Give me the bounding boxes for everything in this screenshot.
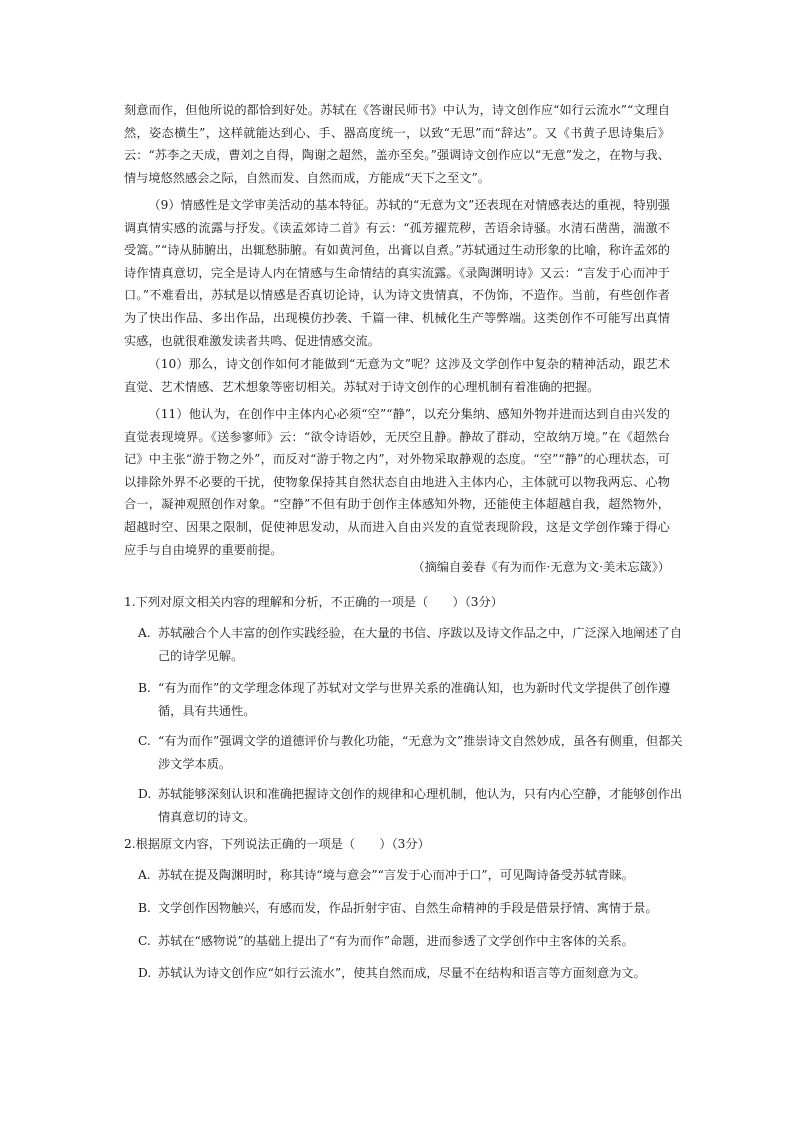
question-1-option-a [138, 622, 684, 668]
question-1-option-c [138, 730, 684, 776]
question-1-option-d [138, 783, 684, 829]
option-text: 苏轼在“感物说”的基础上提出了“有为而作”命题，进而参透了文学创作中主客体的关系。 [158, 934, 634, 948]
option-label: B. [138, 681, 151, 695]
option-label: A. [138, 626, 151, 640]
option-text: 苏轼在提及陶渊明时，称其诗“境与意会”“言发于心而冲于口”，可见陶诗备受苏轼青睐。 [158, 868, 634, 882]
paragraph-9: （9）情感性是文学审美活动的基本特征。苏轼的“无意为文”还表现在对情感表达的重视，特别强调真情实感的流露与抒发。《读孟郊诗二首》有云：“孤芳擢荒秽，苦语余诗骚。水清石凿凿，湍激不受篙。”“诗从肺腑出，出辄愁肺腑。有如黄河鱼，出膏以自煮。”苏轼通过生动形象的比喻，称许孟郊的诗作情真意切，完全是诗人内在情感与生命情结的真实流露。《录陶渊明诗》又云：“言发于心而冲于口。”不难看出，苏轼是以情感是否真切论诗，认为诗文贵情真，不伪饰，不造作。当前，有些创作者为了快出作品、多出作品，出现模仿抄袭、千篇一律、机械化生产等弊端。这类创作不可能写出真情实感，也就很难激发读者共鸣、促进情感交流。 [124, 198, 670, 348]
paragraph-continued: 刻意而作，但他所说的都恰到好处。苏轼在《答谢民师书》中认为，诗文创作应“如行云流水”“文理自然，姿态横生”，这样就能达到心、手、器高度统一，以致“无思”而“辞达”。又《书黄子思诗集后》云：“苏李之天成，曹刘之自得，陶谢之超然，盖亦至矣。”强调诗文创作应以“无意”发之，在物与我、情与境悠然感会之际，自然而发、自然而成，方能成“天下之至文”。 [124, 103, 670, 185]
question-2-option-c [138, 930, 684, 953]
question-2-option-a [138, 864, 684, 887]
option-text: “有为而作”强调文学的道德评价与教化功能，“无意为文”推崇诗文自然妙成，虽各有侧重，但都关涉文学本质。 [158, 734, 683, 771]
paragraph-10: （10）那么，诗文创作如何才能做到“无意为文”呢？这涉及文学创作中复杂的精神活动，跟艺术直觉、艺术情感、艺术想象等密切相关。苏轼对于诗文创作的心理机制有着准确的把握。 [124, 357, 670, 394]
option-label: C. [138, 734, 151, 748]
question-2-option-b [138, 897, 684, 920]
option-text: 苏轼认为诗文创作应“如行云流水”，使其自然而成，尽量不在结构和语言等方面刻意为文。 [158, 966, 646, 980]
paragraph-11: （11）他认为，在创作中主体内心必须“空”“静”，以充分集纳、感知外物并进而达到自由兴发的直觉表现境界。《送参寥师》云：“欲令诗语妙，无厌空且静。静故了群动，空故纳万境。”在《超然台记》中主张“游于物之外”，而反对“游于物之内”，对外物采取静观的态度。“空”“静”的心理状态，可以排除外界不必要的干扰，使物象保持其自然状态自由地进入主体内心，主体就可以物我两忘、心物合一，凝神观照创作对象。“空静”不但有助于创作主体感知外物，还能使主体超越自我，超然物外，超越时空、因果之限制，促使神思发动，从而进入自由兴发的直觉表现阶段，这是文学创作臻于得心应手与自由境界的重要前提。 [124, 407, 670, 557]
option-label: D. [138, 787, 152, 801]
option-text: 苏轼能够深刻认识和准确把握诗文创作的规律和心理机制，他认为，只有内心空静，才能够创作出情真意切的诗文。 [158, 787, 683, 824]
option-label: D. [138, 966, 152, 980]
option-text: 文学创作因物触兴，有感而发，作品折射宇宙、自然生命精神的手段是借景抒情、寓情于景。 [158, 901, 658, 915]
option-text: 苏轼融合个人丰富的创作实践经验，在大量的书信、序跋以及诗文作品之中，广泛深入地阐述了自己的诗学见解。 [158, 626, 683, 663]
option-text: “有为而作”的文学理念体现了苏轼对文学与世界关系的准确认知，也为新时代文学提供了创作遵循，具有共通性。 [158, 681, 671, 718]
option-label: C. [138, 934, 151, 948]
question-2-option-d [138, 962, 684, 985]
question-2-stem: 2.根据原文内容，下列说法正确的一项是（ ）（3分） [124, 837, 430, 851]
question-1-option-b [138, 677, 684, 723]
option-label: A. [138, 868, 151, 882]
source-citation: （摘编自姜春《有为而作·无意为文·美未忘箴》） [412, 560, 670, 574]
question-1-stem: 1.下列对原文相关内容的理解和分析，不正确的一项是（ ）（3分） [124, 595, 503, 609]
option-label: B. [138, 901, 151, 915]
